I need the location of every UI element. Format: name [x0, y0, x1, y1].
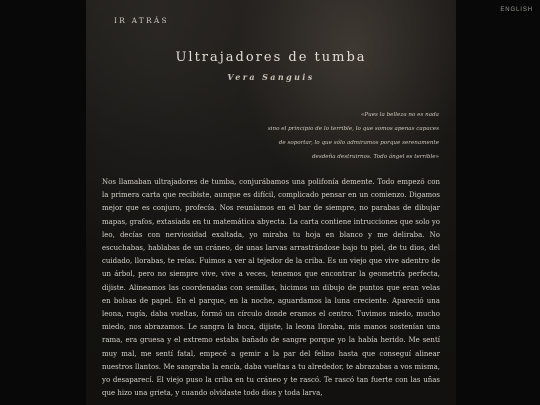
epigraph-line: desdeña destruirnos. Todo ángel es terrible»	[311, 154, 439, 160]
epigraph	[179, 108, 439, 164]
language-toggle-link[interactable]: ENGLISH	[500, 7, 533, 13]
article-body: Nos llamaban ultrajadores de tumba, conjurábamos una polifonía demente. Todo empezó con la primera carta que recibiste, aunque es difícil, complicado pensar en un comienzo. Digamos mejor que es conjuro, profecía. Nos reuníamos en el bar de siempre, no parabas de dibujar mapas, grafos, extasiada en tu matemática abyecta. La carta contiene intrucciones que solo yo leo, decías con nerviosidad exaltada, yo miraba tu hoja en blanco y me deliraba. No escuchabas, hablabas de un cráneo, de unas larvas arrastrándose bajo tu piel, de tu dios, del cuidado, llorabas, te reías. Fuimos a ver al tejedor de la criba. Es un viejo que vive adentro de un árbol, pero no siempre vive, vive a veces, tenemos que encontrar la geometría perfecta, dijiste. Alineamos las coordenadas con semillas, hicimos un dibujo de puntos que eran velas en bolsas de papel. En el parque, en la noche, aguardamos la luna creciente. Apareció una leona, rugía, daba vueltas, formó un círculo donde eramos el centro. Tuvimos miedo, mucho miedo, nos abrazamos. Le sangra la boca, dijiste, la leona lloraba, mis manos sostenían una rama, era gruesa y el extremo estaba bañado de sangre porque yo la había herido. Me sentí muy mal, me sentí fatal, empecé a gemir a la par del felino hasta que conseguí alinear nuestros llantos. Me sangraba la encía, daba vueltas a tu alrededor, te abrazabas a vos misma, yo desaparecí. El viejo puso la criba en tu cráneo y te rascó. Te rascó tan fuerte con las uñas que hizo una grieta, y cuando olvidaste todo dios y toda larva,	[102, 178, 440, 398]
article-author: Vera Sanguis	[227, 72, 315, 82]
article-title: Ultrajadores de tumba	[175, 50, 367, 65]
epigraph-line: de soportar, lo que sólo admiramos porque serenamente	[278, 140, 439, 146]
article-column	[86, 0, 456, 405]
back-link[interactable]: IR ATRÁS	[114, 16, 169, 25]
epigraph-line: sino el principio de lo terrible, lo que somos apenas capaces	[267, 126, 439, 132]
epigraph-line: «Pues la belleza no es nada	[360, 112, 439, 118]
